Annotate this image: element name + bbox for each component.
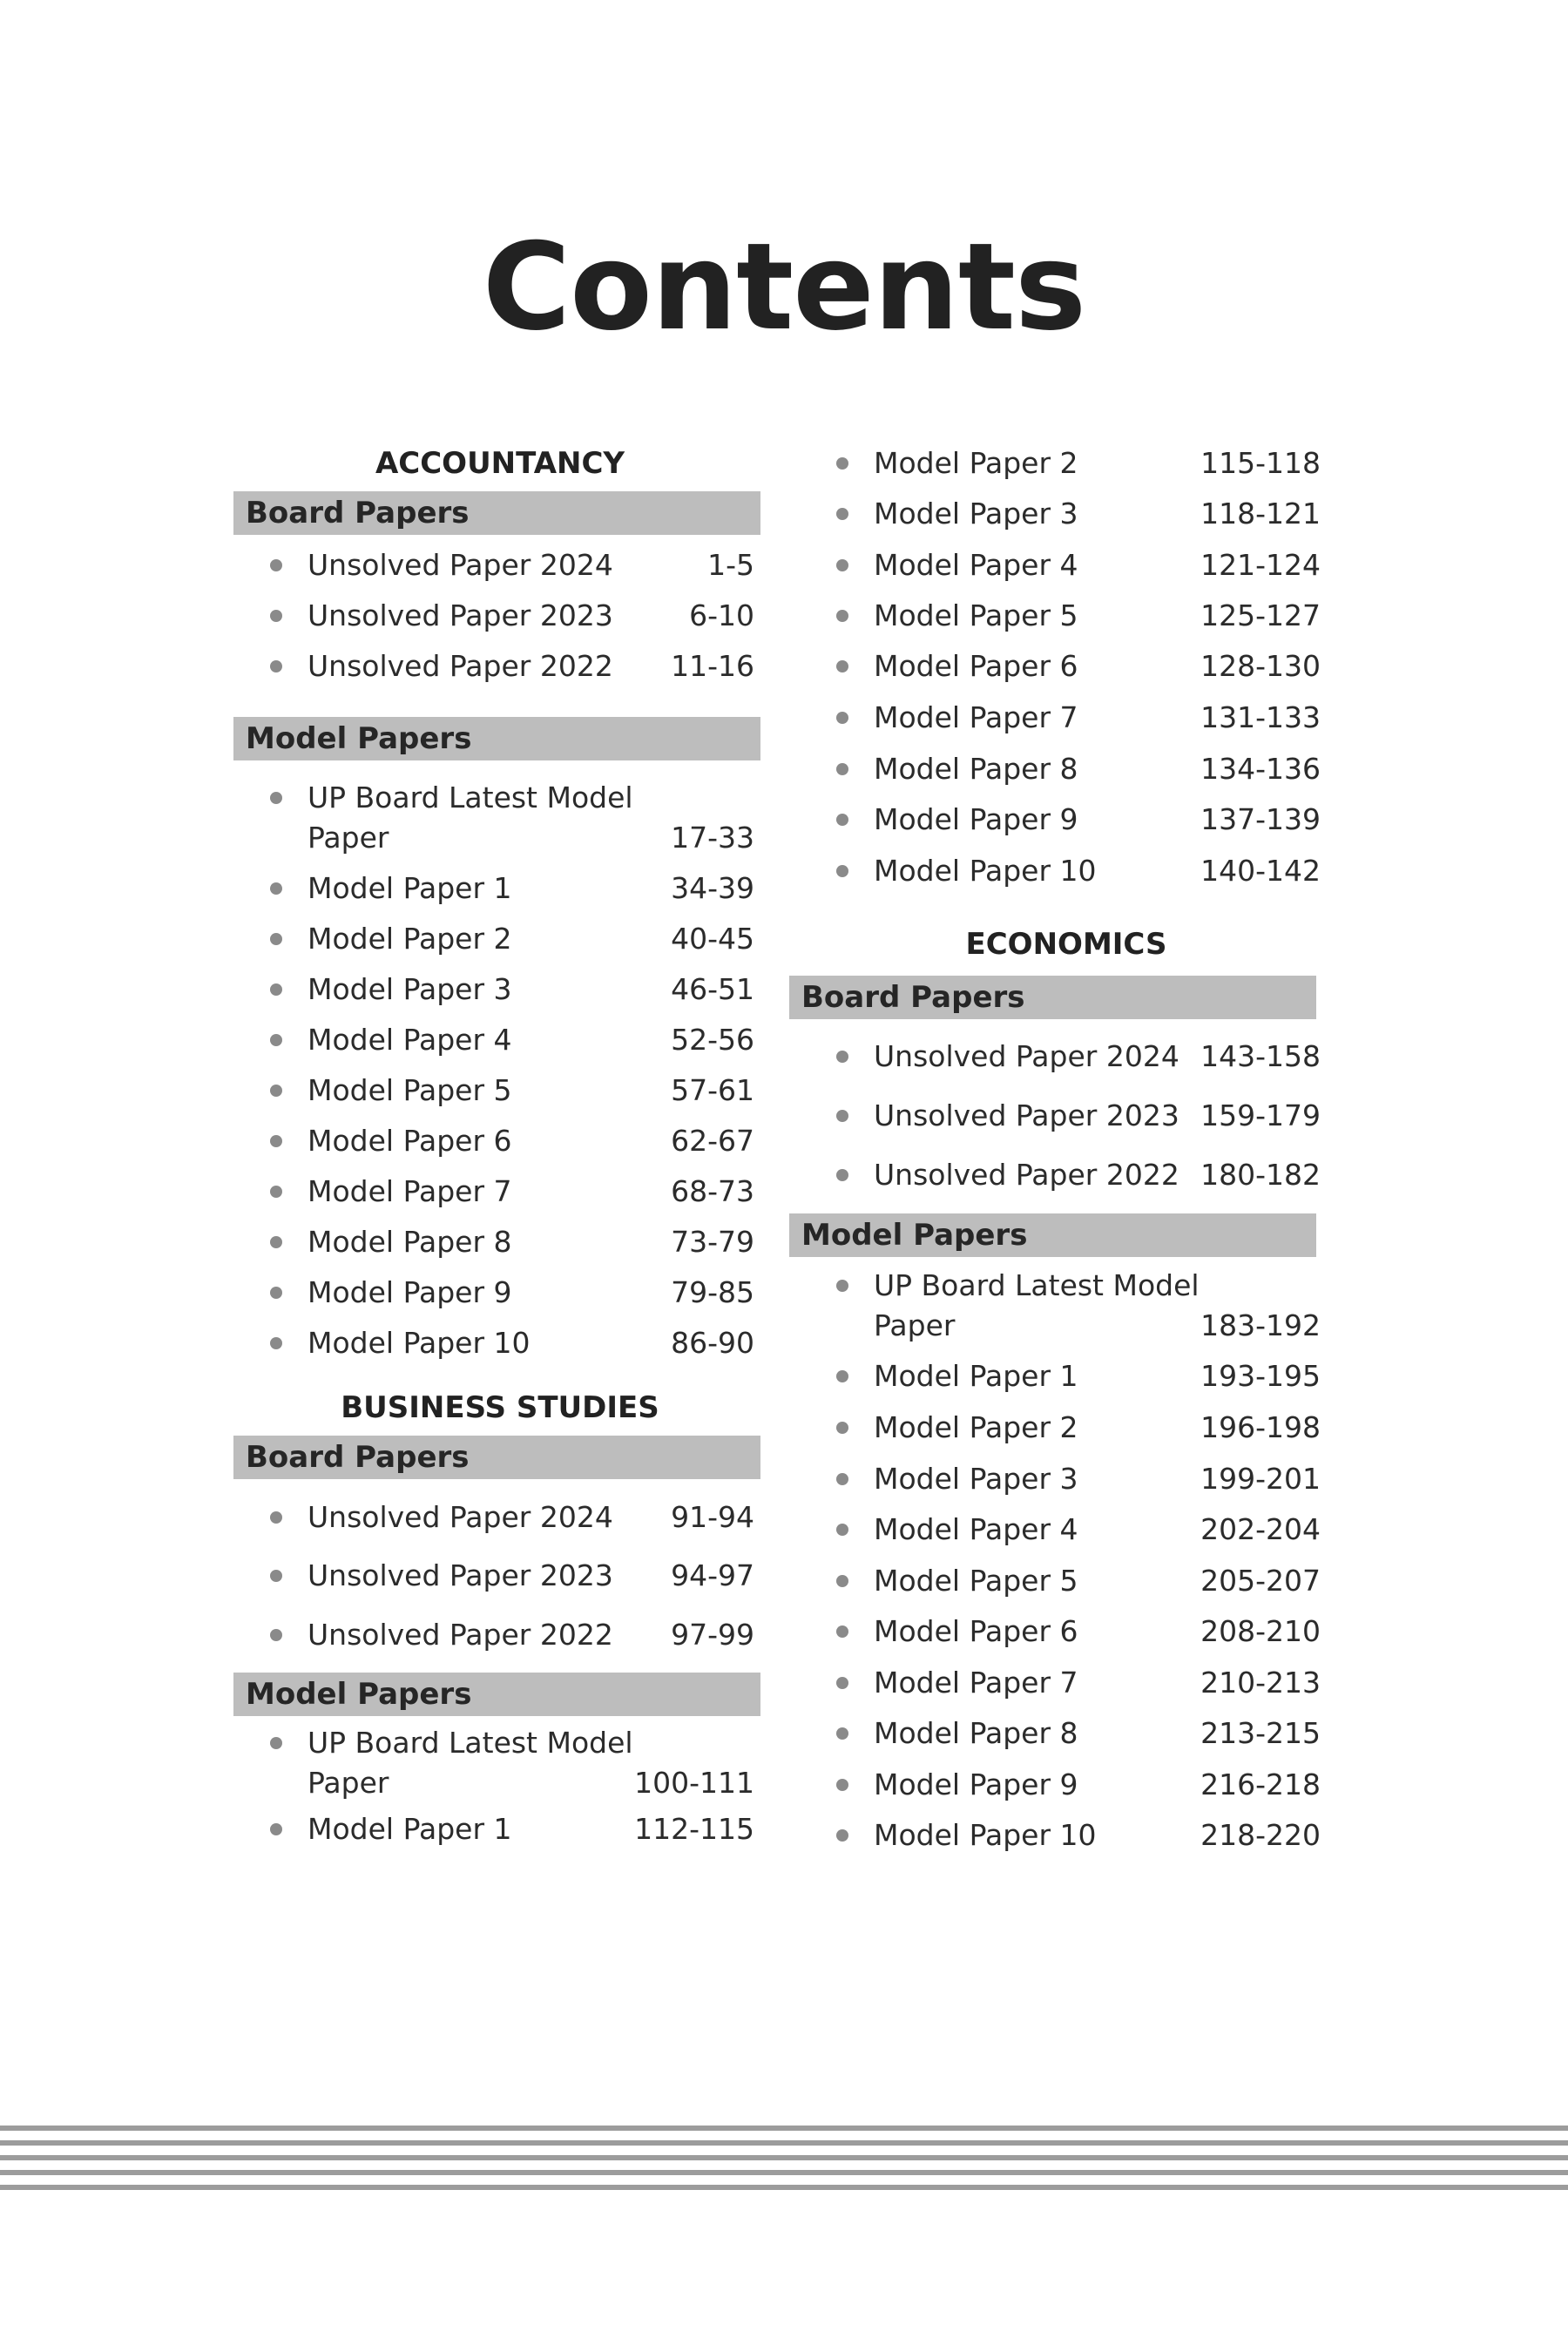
bullet-icon — [270, 1511, 282, 1524]
bullet-icon — [270, 1135, 282, 1147]
toc-entry[interactable] — [233, 1222, 754, 1262]
bullet-icon — [270, 1085, 282, 1097]
toc-entry-label: Model Paper 2 — [874, 446, 1078, 480]
bullet-icon — [836, 1524, 848, 1536]
bullet-icon — [836, 1727, 848, 1740]
toc-entry[interactable] — [233, 970, 754, 1010]
bullet-icon — [270, 1034, 282, 1046]
toc-entry-label: Model Paper 5 — [874, 1564, 1078, 1598]
toc-entry-pages: 128-130 — [1200, 649, 1321, 683]
toc-entry[interactable] — [800, 1155, 1321, 1195]
subject-heading-economics: ECONOMICS — [965, 927, 1167, 962]
toc-entry[interactable] — [233, 596, 754, 636]
toc-entry-label: Model Paper 5 — [308, 1073, 512, 1107]
toc-entry-label: UP Board Latest Model Paper — [308, 781, 633, 855]
toc-entry-label: Model Paper 9 — [874, 1767, 1078, 1801]
toc-entry[interactable] — [233, 1323, 754, 1363]
toc-entry-pages: 210-213 — [1200, 1666, 1321, 1700]
toc-entry-pages: 218-220 — [1200, 1818, 1321, 1852]
bullet-icon — [836, 763, 848, 775]
toc-entry-pages: 118-121 — [1200, 497, 1321, 531]
toc-entry[interactable] — [800, 596, 1321, 636]
toc-entry-pages: 137-139 — [1200, 802, 1321, 836]
toc-entry-pages: 1-5 — [707, 548, 754, 582]
toc-entry[interactable] — [800, 1356, 1321, 1396]
toc-entry-label: Unsolved Paper 2023 — [308, 1558, 613, 1592]
toc-entry-label: Model Paper 6 — [874, 1614, 1078, 1648]
toc-entry-pages: 62-67 — [671, 1124, 754, 1158]
page-title: Contents — [482, 217, 1086, 357]
toc-entry-pages: 6-10 — [689, 598, 754, 632]
bullet-icon — [270, 610, 282, 622]
toc-entry[interactable] — [233, 1497, 754, 1538]
bullet-icon — [270, 1337, 282, 1349]
toc-entry-pages: 208-210 — [1200, 1614, 1321, 1648]
toc-entry[interactable] — [800, 1663, 1321, 1703]
toc-entry-pages: 159-179 — [1200, 1098, 1321, 1132]
toc-entry[interactable] — [800, 1037, 1321, 1077]
toc-entry[interactable] — [800, 1510, 1321, 1550]
bullet-icon — [270, 1570, 282, 1582]
toc-entry[interactable] — [233, 1071, 754, 1111]
toc-entry-pages: 100-111 — [634, 1766, 754, 1800]
toc-entry[interactable] — [233, 868, 754, 909]
section-bar-model-papers: Model Papers — [233, 717, 760, 760]
toc-entry-label: Model Paper 1 — [308, 871, 512, 905]
stripe-line — [0, 2140, 1568, 2146]
toc-entry-label: Model Paper 4 — [874, 548, 1078, 582]
toc-entry-label: Model Paper 3 — [874, 497, 1078, 531]
toc-entry-pages: 205-207 — [1200, 1564, 1321, 1598]
toc-entry-label: Model Paper 8 — [308, 1225, 512, 1259]
section-bar-board-papers: Board Papers — [789, 976, 1316, 1019]
toc-entry-pages: 213-215 — [1200, 1716, 1321, 1750]
toc-entry[interactable] — [800, 1815, 1321, 1855]
bullet-icon — [836, 1422, 848, 1434]
toc-entry[interactable] — [800, 1612, 1321, 1652]
toc-entry-label: Model Paper 5 — [874, 598, 1078, 632]
toc-entry-label: Model Paper 6 — [874, 649, 1078, 683]
section-bar-board-papers: Board Papers — [233, 491, 760, 535]
toc-entry[interactable] — [233, 1020, 754, 1060]
toc-entry[interactable] — [233, 1121, 754, 1161]
toc-entry-label: Model Paper 9 — [874, 802, 1078, 836]
toc-entry-label: Unsolved Paper 2024 — [308, 548, 613, 582]
bullet-icon — [836, 457, 848, 470]
toc-entry[interactable] — [800, 494, 1321, 534]
toc-entry-label: Model Paper 2 — [874, 1410, 1078, 1444]
section-bar-board-papers: Board Papers — [233, 1436, 760, 1479]
toc-entry[interactable] — [800, 749, 1321, 789]
section-bar-model-papers: Model Papers — [233, 1673, 760, 1716]
toc-entry[interactable] — [800, 1408, 1321, 1448]
toc-entry-pages: 34-39 — [671, 871, 754, 905]
toc-entry-label: Unsolved Paper 2024 — [874, 1039, 1179, 1073]
bullet-icon — [836, 1169, 848, 1181]
toc-entry-label: Model Paper 7 — [308, 1174, 512, 1208]
toc-entry-label: Model Paper 10 — [874, 854, 1097, 888]
toc-entry-pages: 40-45 — [671, 922, 754, 956]
bullet-icon — [270, 1823, 282, 1835]
toc-entry-pages: 68-73 — [671, 1174, 754, 1208]
toc-entry-label: Unsolved Paper 2024 — [308, 1500, 613, 1534]
toc-entry-pages: 196-198 — [1200, 1410, 1321, 1444]
toc-entry[interactable] — [233, 545, 754, 585]
toc-entry-label: Model Paper 7 — [874, 1666, 1078, 1700]
decorative-stripes — [0, 2126, 1568, 2200]
bullet-icon — [836, 712, 848, 724]
bullet-icon — [270, 933, 282, 945]
bullet-icon — [270, 882, 282, 895]
toc-entry[interactable] — [800, 1713, 1321, 1754]
toc-entry-pages: 140-142 — [1200, 854, 1321, 888]
toc-entry-label: Model Paper 8 — [874, 752, 1078, 786]
toc-entry-pages: 134-136 — [1200, 752, 1321, 786]
toc-entry-pages: 121-124 — [1200, 548, 1321, 582]
toc-entry-pages: 86-90 — [671, 1326, 754, 1360]
bullet-icon — [270, 1287, 282, 1299]
toc-entry[interactable] — [233, 646, 754, 686]
toc-entry-pages: 183-192 — [1200, 1308, 1321, 1342]
bullet-icon — [270, 1186, 282, 1198]
toc-entry-label: Model Paper 1 — [874, 1359, 1078, 1393]
toc-entry-pages: 199-201 — [1200, 1462, 1321, 1496]
toc-entry-label: Model Paper 4 — [874, 1512, 1078, 1546]
bullet-icon — [270, 1629, 282, 1641]
bullet-icon — [836, 1370, 848, 1382]
stripe-line — [0, 2170, 1568, 2175]
toc-entry-label: Model Paper 10 — [874, 1818, 1097, 1852]
bullet-icon — [836, 559, 848, 571]
toc-entry-label: UP Board Latest Model Paper — [308, 1726, 633, 1800]
toc-entry-label: Model Paper 3 — [308, 972, 512, 1006]
toc-entry[interactable] — [800, 698, 1321, 738]
toc-entry[interactable] — [800, 1459, 1321, 1499]
toc-entry[interactable] — [800, 1765, 1321, 1805]
toc-entry-label: Unsolved Paper 2023 — [308, 598, 613, 632]
toc-entry-label: Unsolved Paper 2022 — [874, 1158, 1179, 1192]
toc-entry-pages: 202-204 — [1200, 1512, 1321, 1546]
bullet-icon — [836, 1779, 848, 1791]
toc-entry-label: UP Board Latest Model Paper — [874, 1268, 1200, 1342]
toc-entry[interactable] — [800, 800, 1321, 840]
toc-entry-label: Model Paper 10 — [308, 1326, 531, 1360]
toc-entry[interactable] — [233, 1273, 754, 1313]
bullet-icon — [836, 1110, 848, 1122]
toc-entry[interactable] — [800, 545, 1321, 585]
toc-entry-pages: 57-61 — [671, 1073, 754, 1107]
toc-entry-pages: 73-79 — [671, 1225, 754, 1259]
bullet-icon — [836, 508, 848, 520]
toc-entry-label: Model Paper 3 — [874, 1462, 1078, 1496]
toc-entry-pages: 131-133 — [1200, 700, 1321, 734]
toc-entry-pages: 115-118 — [1200, 446, 1321, 480]
toc-entry[interactable] — [800, 1266, 1321, 1346]
bullet-icon — [270, 660, 282, 672]
toc-entry-label: Unsolved Paper 2022 — [308, 649, 613, 683]
toc-entry-pages: 52-56 — [671, 1023, 754, 1057]
subject-heading-accountancy: ACCOUNTANCY — [375, 446, 625, 481]
toc-entry-label: Model Paper 6 — [308, 1124, 512, 1158]
toc-entry-label: Model Paper 7 — [874, 700, 1078, 734]
toc-entry[interactable] — [233, 1723, 754, 1803]
toc-entry-pages: 46-51 — [671, 972, 754, 1006]
bullet-icon — [836, 1280, 848, 1292]
toc-entry-pages: 97-99 — [671, 1618, 754, 1652]
subject-heading-business-studies: BUSINESS STUDIES — [341, 1390, 659, 1425]
toc-entry-pages: 112-115 — [634, 1812, 754, 1846]
toc-entry-label: Unsolved Paper 2023 — [874, 1098, 1179, 1132]
toc-entry-pages: 216-218 — [1200, 1767, 1321, 1801]
bullet-icon — [836, 1829, 848, 1842]
bullet-icon — [836, 865, 848, 877]
toc-entry[interactable] — [800, 646, 1321, 686]
bullet-icon — [836, 1575, 848, 1587]
toc-entry-label: Model Paper 8 — [874, 1716, 1078, 1750]
toc-entry-pages: 79-85 — [671, 1275, 754, 1309]
bullet-icon — [270, 559, 282, 571]
bullet-icon — [836, 1051, 848, 1063]
bullet-icon — [836, 1625, 848, 1638]
toc-entry-pages: 94-97 — [671, 1558, 754, 1592]
toc-entry-pages: 125-127 — [1200, 598, 1321, 632]
toc-entry[interactable] — [233, 919, 754, 959]
toc-entry-label: Unsolved Paper 2022 — [308, 1618, 613, 1652]
bullet-icon — [836, 1473, 848, 1485]
toc-entry[interactable] — [233, 778, 754, 858]
toc-entry[interactable] — [233, 1809, 754, 1849]
toc-entry-pages: 17-33 — [671, 821, 754, 855]
section-bar-model-papers: Model Papers — [789, 1213, 1316, 1257]
toc-entry[interactable] — [233, 1172, 754, 1212]
toc-entry-pages: 143-158 — [1200, 1039, 1321, 1073]
bullet-icon — [270, 1236, 282, 1248]
toc-entry[interactable] — [233, 1615, 754, 1655]
bullet-icon — [836, 610, 848, 622]
toc-entry-pages: 180-182 — [1200, 1158, 1321, 1192]
toc-entry-pages: 91-94 — [671, 1500, 754, 1534]
bullet-icon — [836, 660, 848, 672]
toc-entry[interactable] — [800, 851, 1321, 891]
toc-entry[interactable] — [233, 1556, 754, 1596]
bullet-icon — [836, 814, 848, 826]
toc-entry[interactable] — [800, 1561, 1321, 1601]
stripe-line — [0, 2155, 1568, 2160]
bullet-icon — [270, 983, 282, 996]
toc-entry-label: Model Paper 2 — [308, 922, 512, 956]
toc-entry-pages: 11-16 — [671, 649, 754, 683]
bullet-icon — [270, 792, 282, 804]
toc-entry[interactable] — [800, 1096, 1321, 1136]
toc-entry-label: Model Paper 9 — [308, 1275, 512, 1309]
bullet-icon — [836, 1677, 848, 1689]
toc-entry[interactable] — [800, 443, 1321, 483]
stripe-line — [0, 2126, 1568, 2131]
toc-entry-label: Model Paper 1 — [308, 1812, 512, 1846]
stripe-line — [0, 2185, 1568, 2190]
bullet-icon — [270, 1737, 282, 1749]
toc-entry-label: Model Paper 4 — [308, 1023, 512, 1057]
toc-entry-pages: 193-195 — [1200, 1359, 1321, 1393]
